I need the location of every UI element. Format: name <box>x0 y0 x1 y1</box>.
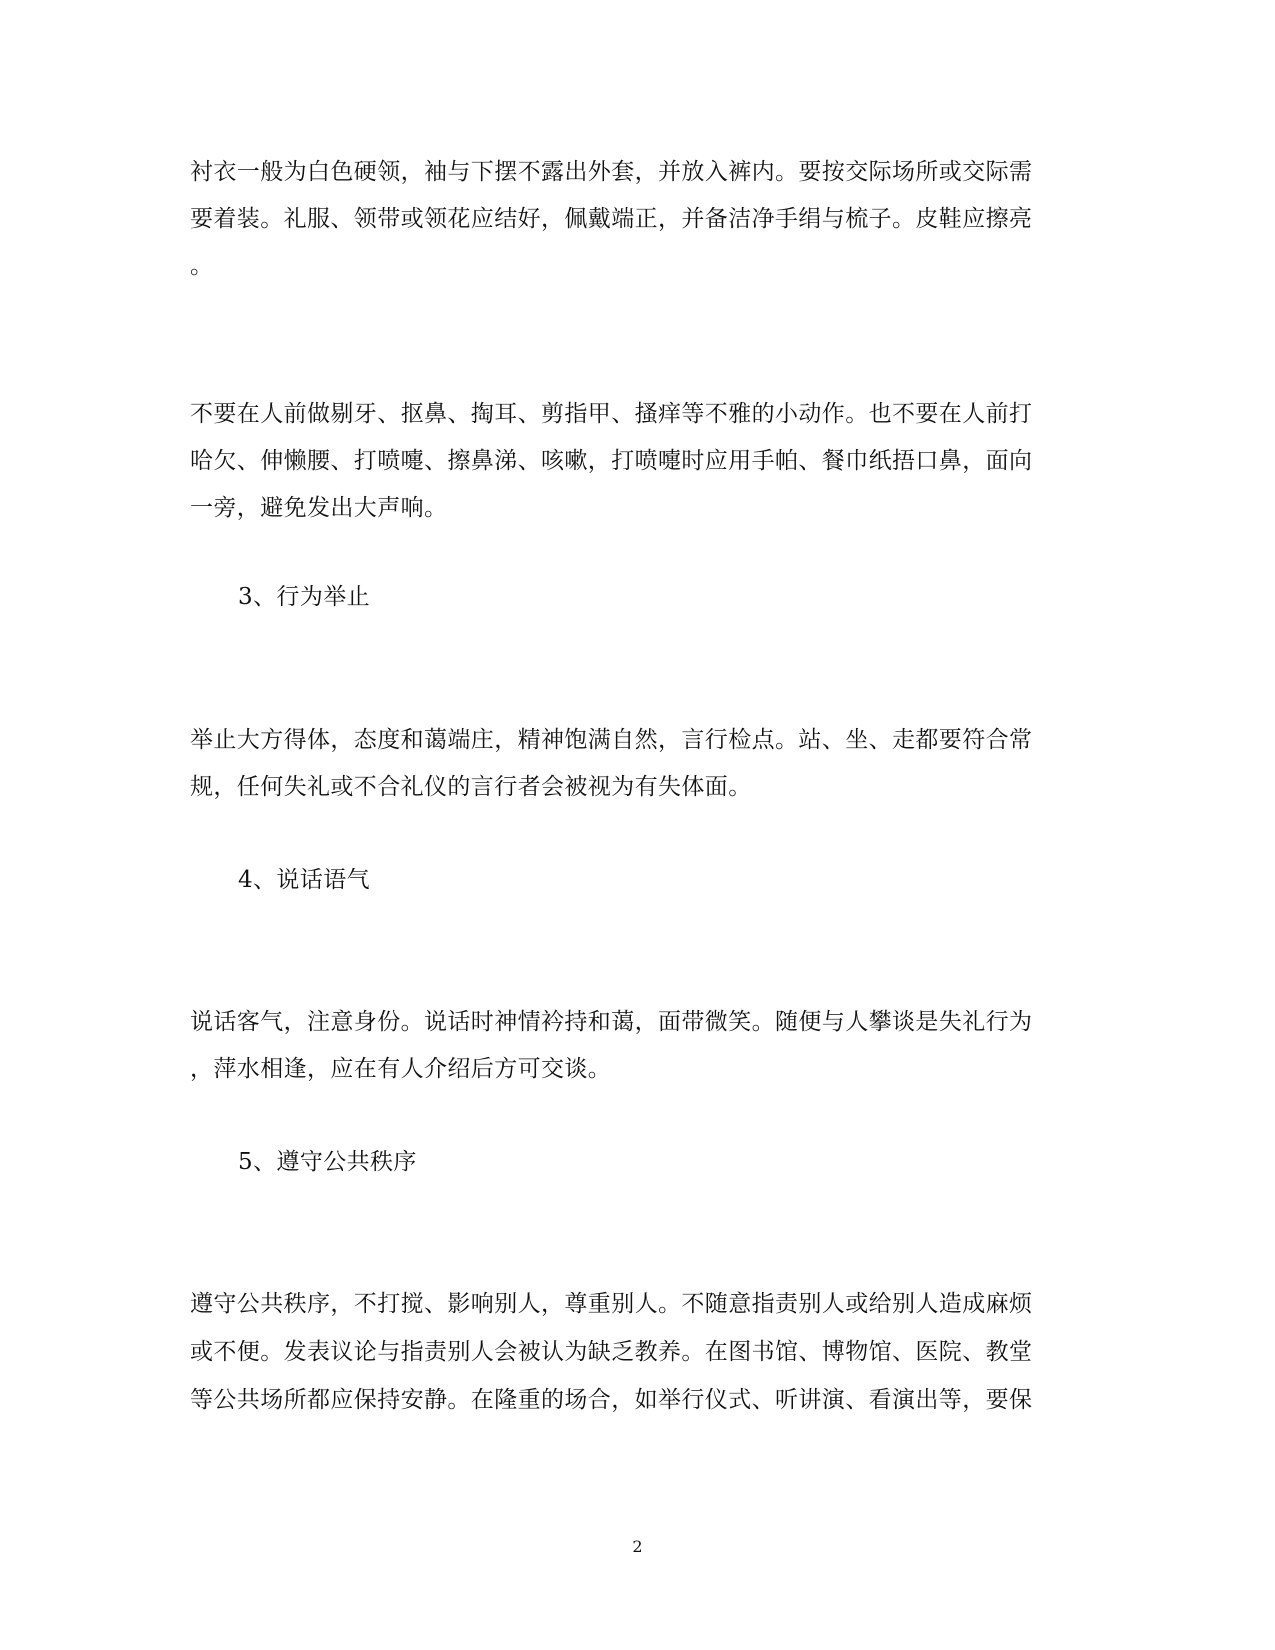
text-line: 衬衣一般为白色硬领，袖与下摆不露出外套，并放入裤内。要按交际场所或交际需 <box>190 159 1033 185</box>
text-line: 哈欠、伸懒腰、打喷嚏、擦鼻涕、咳嗽，打喷嚏时应用手帕、餐巾纸捂口鼻，面向 <box>190 448 1033 474</box>
text-line: ，萍水相逢，应在有人介绍后方可交谈。 <box>190 1056 612 1082</box>
text-line: 规，任何失礼或不合礼仪的言行者会被视为有失体面。 <box>190 774 752 800</box>
text-line: 举止大方得体，态度和蔼端庄，精神饱满自然，言行检点。站、坐、走都要符合常 <box>190 727 1033 753</box>
text-line: 一旁，避免发出大声响。 <box>190 495 448 521</box>
text-line: 说话客气，注意身份。说话时神情衿持和蔼，面带微笑。随便与人攀谈是失礼行为 <box>190 1009 1033 1035</box>
text-line: 等公共场所都应保持安静。在隆重的场合，如举行仪式、听讲演、看演出等，要保 <box>190 1387 1033 1413</box>
section-heading-public-order: 5、遵守公共秩序 <box>238 1149 417 1175</box>
section-heading-speech: 4、说话语气 <box>238 867 371 893</box>
section-heading-behavior: 3、行为举止 <box>238 584 371 610</box>
text-line: 要着装。礼服、领带或领花应结好，佩戴端正，并备洁净手绢与梳子。皮鞋应擦亮 <box>190 206 1033 232</box>
text-line: 遵守公共秩序，不打搅、影响别人，尊重别人。不随意指责别人或给别人造成麻烦 <box>190 1291 1033 1317</box>
page-number: 2 <box>632 1537 643 1556</box>
text-line: 或不便。发表议论与指责别人会被认为缺乏教养。在图书馆、博物馆、医院、教堂 <box>190 1339 1033 1365</box>
text-line: 不要在人前做剔牙、抠鼻、掏耳、剪指甲、搔痒等不雅的小动作。也不要在人前打 <box>190 401 1033 427</box>
text-line: 。 <box>190 253 214 279</box>
